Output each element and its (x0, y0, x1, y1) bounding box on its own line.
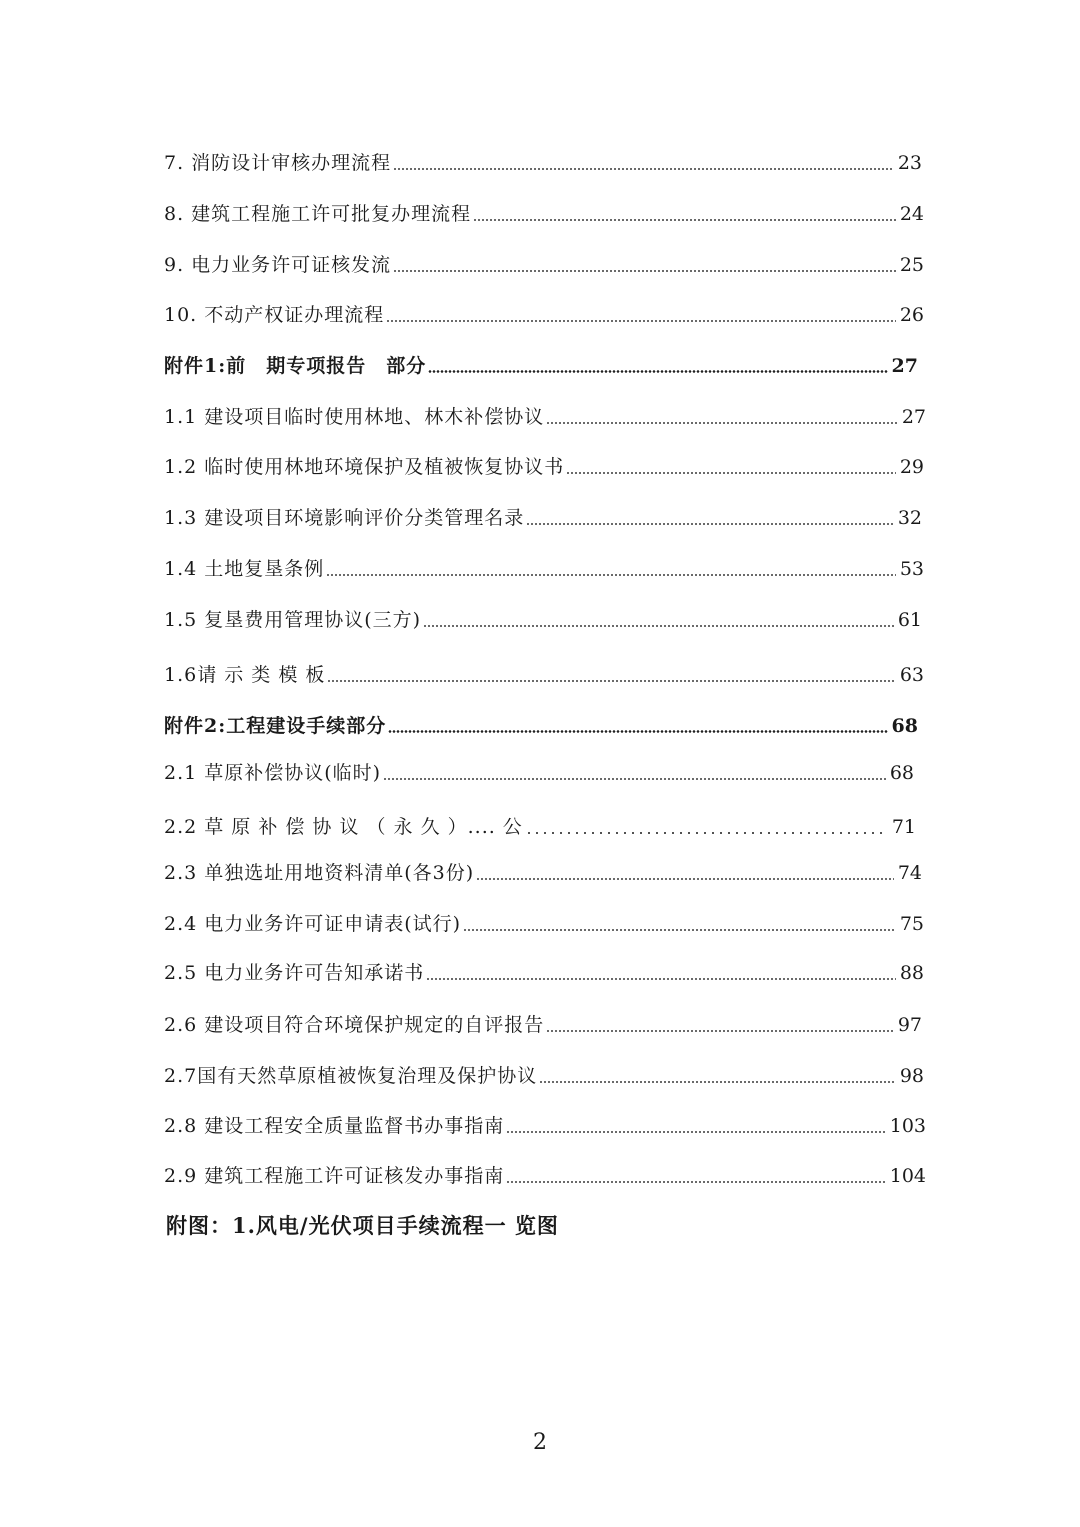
toc-leader-dots (393, 168, 894, 170)
toc-entry (164, 660, 924, 690)
toc-entry-title: 10. 不动产权证办理流程 (164, 304, 385, 326)
toc-leader-dots (327, 680, 895, 682)
toc-leader-dots (426, 978, 896, 980)
toc-entry-title: 2.1 草原补偿协议(临时) (164, 762, 382, 784)
toc-entry-title: 2.5 电力业务许可告知承诺书 (164, 962, 425, 984)
toc-section-heading (164, 711, 918, 741)
toc-entry-title: 1.6请 示 类 模 板 (164, 664, 326, 686)
toc-leader-dots (506, 1131, 885, 1133)
toc-entry-page: 25 (899, 254, 924, 276)
toc-leader-dots (326, 574, 896, 576)
toc-entry-page: 104 (889, 1165, 926, 1187)
toc-leader-dots (383, 778, 886, 780)
toc-entry (164, 554, 924, 584)
toc-entry (164, 958, 924, 988)
toc-entry-title: 2.7国有天然草原植被恢复治理及保护协议 (164, 1065, 538, 1087)
toc-entry-title: 9. 电力业务许可证核发流 (164, 254, 392, 276)
toc-leader-dots (428, 370, 887, 373)
toc-entry-page: 75 (899, 913, 924, 935)
toc-entry (164, 1061, 924, 1091)
toc-leader-dots (526, 523, 894, 525)
page-number: 2 (533, 1430, 547, 1455)
toc-entry-title: 附件2:工程建设手续部分 (164, 715, 387, 737)
toc-entry-title: 2.2 草 原 补 偿 协 议 （ 永 久 ）.... 公 (164, 816, 523, 838)
toc-leader-dots (566, 472, 896, 474)
toc-entry (164, 1161, 926, 1191)
toc-entry-title: 附件1:前 期专项报告 部分 (164, 355, 427, 377)
toc-entry-title: 2.9 建筑工程施工许可证核发办事指南 (164, 1165, 505, 1187)
toc-entry-page: 27 (891, 355, 918, 377)
toc-entry (164, 503, 922, 533)
toc-entry-page: 61 (897, 609, 922, 631)
toc-entry-title: 8. 建筑工程施工许可批复办理流程 (164, 203, 472, 225)
toc-entry-page: 88 (899, 962, 924, 984)
toc-entry-title: 1.3 建设项目环境影响评价分类管理名录 (164, 507, 525, 529)
toc-entry-page: 74 (897, 862, 922, 884)
toc-entry-title: 7. 消防设计审核办理流程 (164, 152, 392, 174)
toc-entry-title: 2.4 电力业务许可证申请表(试行) (164, 913, 462, 935)
toc-entry (164, 199, 924, 229)
toc-entry (164, 300, 924, 330)
toc-entry-title: 2.6 建设项目符合环境保护规定的自评报告 (164, 1014, 545, 1036)
toc-entry (164, 758, 914, 788)
toc-entry (164, 605, 922, 635)
table-of-contents (164, 0, 928, 1300)
toc-leader-dots (546, 422, 898, 424)
toc-entry-page: 68 (891, 715, 918, 737)
toc-entry (164, 858, 922, 888)
toc-entry-page: 63 (899, 664, 924, 686)
toc-entry-page: 29 (899, 456, 924, 478)
toc-leader-dots (473, 219, 896, 221)
toc-leader-dots (463, 929, 896, 931)
toc-entry (164, 452, 924, 482)
toc-leader-dots (386, 320, 896, 322)
toc-entry-title: 1.1 建设项目临时使用林地、林木补偿协议 (164, 406, 545, 428)
toc-entry-page: 23 (897, 152, 922, 174)
toc-entry-page: 97 (897, 1014, 922, 1036)
toc-entry-page: 71 (891, 816, 916, 838)
toc-entry-title: 2.3 单独选址用地资料清单(各3份) (164, 862, 475, 884)
toc-entry (164, 148, 922, 178)
toc-entry-page: 27 (901, 406, 926, 428)
appendix-figure-heading: 附图：1.风电/光伏项目手续流程一 览图 (166, 1213, 559, 1238)
toc-section-heading (164, 351, 918, 381)
toc-entry (164, 909, 924, 939)
toc-entry (164, 1010, 922, 1040)
toc-entry-title: 1.5 复垦费用管理协议(三方) (164, 609, 422, 631)
toc-leader-dots (525, 832, 888, 834)
toc-entry-page: 32 (897, 507, 922, 529)
toc-entry-page: 26 (899, 304, 924, 326)
toc-entry-page: 53 (899, 558, 924, 580)
toc-entry (164, 250, 924, 280)
toc-entry (164, 402, 926, 432)
toc-entry (164, 812, 916, 842)
toc-leader-dots (388, 730, 887, 733)
toc-leader-dots (423, 625, 894, 627)
toc-entry-page: 68 (889, 762, 914, 784)
toc-entry-page: 24 (899, 203, 924, 225)
toc-entry-page: 98 (899, 1065, 924, 1087)
toc-leader-dots (506, 1181, 885, 1183)
toc-entry (164, 1111, 926, 1141)
toc-leader-dots (539, 1081, 896, 1083)
toc-leader-dots (546, 1030, 894, 1032)
toc-leader-dots (476, 878, 894, 880)
toc-entry-page: 103 (889, 1115, 926, 1137)
toc-leader-dots (393, 270, 896, 272)
toc-entry-title: 1.4 土地复垦条例 (164, 558, 325, 580)
toc-entry-title: 1.2 临时使用林地环境保护及植被恢复协议书 (164, 456, 565, 478)
toc-entry-title: 2.8 建设工程安全质量监督书办事指南 (164, 1115, 505, 1137)
